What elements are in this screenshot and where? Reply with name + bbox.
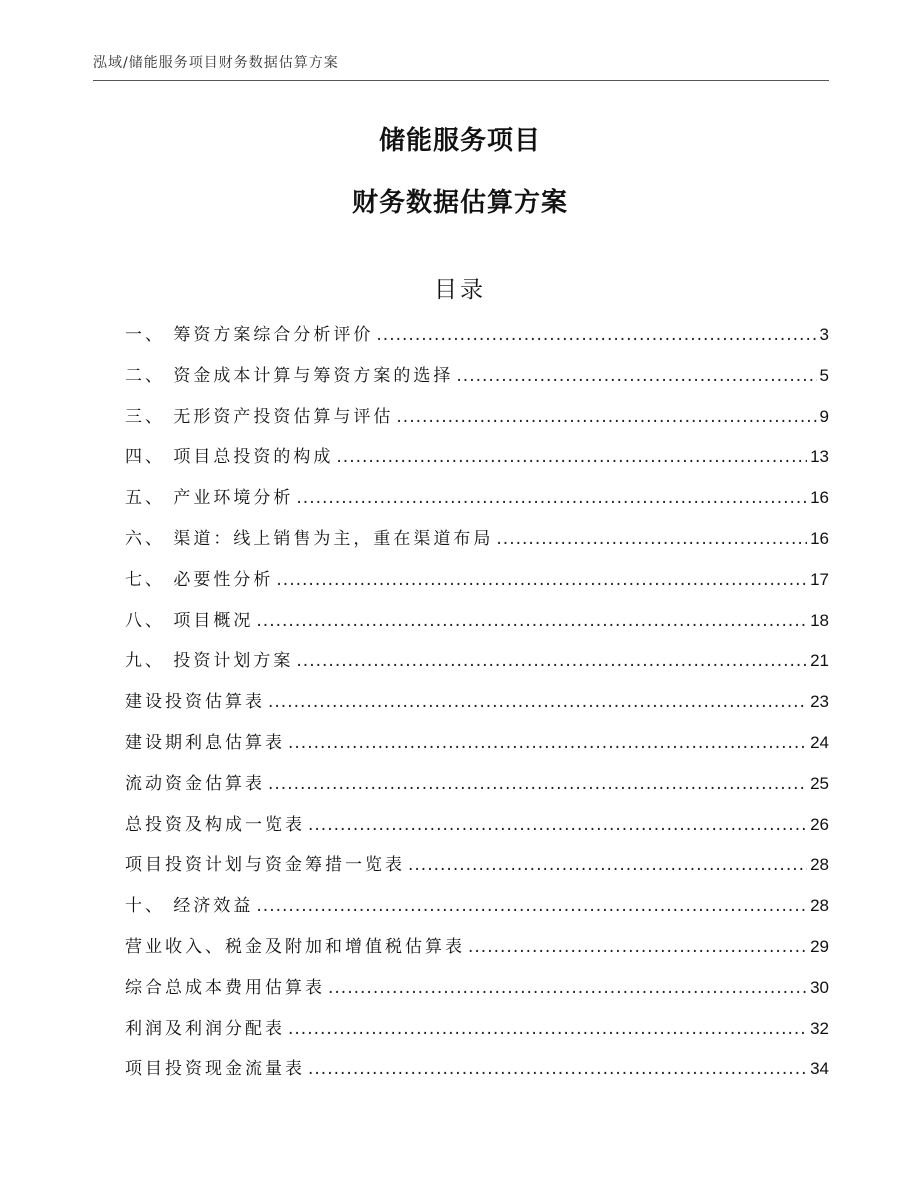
- toc-entry[interactable]: [125, 810, 829, 851]
- toc-entry-page-number: 5: [819, 365, 829, 385]
- toc-entry[interactable]: [125, 728, 829, 769]
- toc-dot-leader: [308, 815, 807, 835]
- toc-dot-leader: [256, 611, 807, 631]
- toc-entry-page-number: 30: [810, 977, 829, 997]
- toc-entry-page-number: 28: [810, 896, 829, 916]
- toc-dot-leader: [276, 570, 807, 590]
- toc-entry[interactable]: [125, 320, 829, 361]
- toc-entry-page-number: 34: [810, 1059, 829, 1079]
- toc-entry-page-number: 17: [810, 569, 829, 589]
- document-title-line1: 储能服务项目: [378, 126, 541, 156]
- toc-entry-label: 三、 无形资产投资估算与评估: [125, 406, 394, 427]
- toc-dot-leader: [268, 692, 807, 712]
- table-of-contents: [125, 320, 829, 1095]
- toc-entry[interactable]: [125, 361, 829, 402]
- toc-entry-label: 七、 必要性分析: [125, 569, 274, 590]
- toc-dot-leader: [376, 325, 816, 345]
- toc-entry[interactable]: [125, 646, 829, 687]
- toc-dot-leader: [396, 407, 816, 427]
- toc-entry-label: 项目投资现金流量表: [125, 1059, 305, 1080]
- toc-entry[interactable]: [125, 565, 829, 606]
- toc-entry-label: 八、 项目概况: [125, 610, 254, 631]
- toc-entry-label: 四、 项目总投资的构成: [125, 447, 334, 468]
- toc-entry[interactable]: [125, 973, 829, 1014]
- toc-dot-leader: [408, 855, 807, 875]
- toc-entry-label: 建设期利息估算表: [125, 732, 285, 753]
- toc-entry-page-number: 13: [810, 447, 829, 467]
- toc-entry[interactable]: [125, 442, 829, 483]
- toc-entry-page-number: 18: [810, 610, 829, 630]
- toc-entry[interactable]: [125, 524, 829, 565]
- toc-dot-leader: [296, 651, 807, 671]
- toc-dot-leader: [296, 488, 807, 508]
- toc-entry-page-number: 16: [810, 528, 829, 548]
- toc-entry[interactable]: [125, 483, 829, 524]
- toc-dot-leader: [468, 937, 807, 957]
- toc-entry-label: 流动资金估算表: [125, 773, 265, 794]
- toc-entry-page-number: 28: [810, 855, 829, 875]
- toc-entry-label: 六、 渠道：线上销售为主，重在渠道布局: [125, 528, 494, 549]
- toc-entry-page-number: 3: [819, 325, 829, 344]
- toc-entry-label: 一、 筹资方案综合分析评价: [125, 325, 374, 345]
- toc-entry-label: 利润及利润分配表: [125, 1018, 285, 1039]
- toc-entry[interactable]: [125, 932, 829, 973]
- running-header: 泓域/储能服务项目财务数据估算方案: [93, 52, 829, 81]
- toc-entry-page-number: 26: [810, 814, 829, 834]
- toc-entry[interactable]: [125, 606, 829, 647]
- toc-dot-leader: [328, 978, 807, 998]
- toc-entry-page-number: 9: [819, 406, 829, 426]
- toc-dot-leader: [456, 366, 816, 386]
- toc-entry[interactable]: [125, 687, 829, 728]
- toc-entry-page-number: 29: [810, 936, 829, 956]
- toc-entry[interactable]: [125, 1014, 829, 1055]
- toc-dot-leader: [308, 1059, 807, 1079]
- toc-entry-label: 二、 资金成本计算与筹资方案的选择: [125, 365, 454, 386]
- toc-entry-label: 建设投资估算表: [125, 692, 265, 713]
- toc-entry[interactable]: [125, 1054, 829, 1095]
- toc-dot-leader: [256, 896, 807, 916]
- toc-entry-page-number: 16: [810, 488, 829, 508]
- toc-heading: 目录: [434, 277, 486, 303]
- toc-entry-page-number: 25: [810, 773, 829, 793]
- toc-entry-page-number: 21: [810, 651, 829, 671]
- toc-dot-leader: [268, 774, 807, 794]
- toc-entry[interactable]: [125, 402, 829, 443]
- toc-entry-label: 营业收入、税金及附加和增值税估算表: [125, 936, 465, 957]
- toc-entry-page-number: 32: [810, 1018, 829, 1038]
- toc-dot-leader: [496, 529, 807, 549]
- toc-entry[interactable]: [125, 891, 829, 932]
- toc-entry-page-number: 24: [810, 732, 829, 752]
- toc-entry-label: 五、 产业环境分析: [125, 488, 294, 509]
- toc-entry[interactable]: [125, 769, 829, 810]
- toc-dot-leader: [288, 733, 807, 753]
- toc-entry-label: 九、 投资计划方案: [125, 651, 294, 672]
- toc-entry[interactable]: [125, 850, 829, 891]
- document-title-line2: 财务数据估算方案: [351, 188, 568, 218]
- toc-entry-label: 项目投资计划与资金筹措一览表: [125, 855, 405, 876]
- toc-dot-leader: [336, 447, 807, 467]
- toc-entry-label: 综合总成本费用估算表: [125, 977, 325, 998]
- toc-entry-page-number: 23: [810, 692, 829, 712]
- toc-entry-label: 十、 经济效益: [125, 896, 254, 917]
- toc-entry-label: 总投资及构成一览表: [125, 814, 305, 835]
- toc-dot-leader: [288, 1019, 807, 1039]
